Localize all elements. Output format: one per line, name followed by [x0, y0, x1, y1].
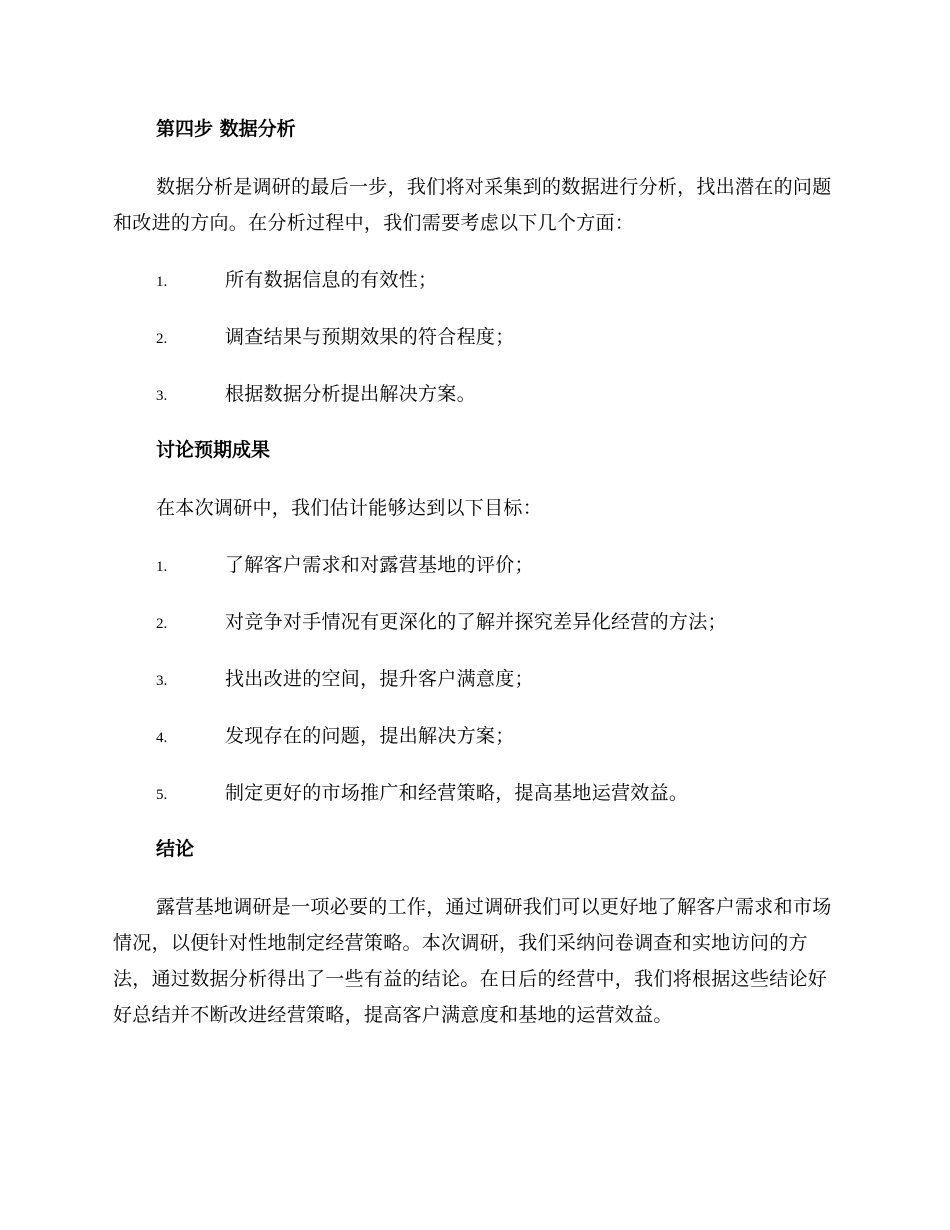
- list-item: [113, 775, 833, 811]
- list-item: [113, 604, 833, 640]
- list-item-text: 对竞争对手情况有更深化的了解并探究差异化经营的方法；: [225, 611, 727, 633]
- list-item-number: 3.: [156, 388, 168, 404]
- list-item: [113, 661, 833, 697]
- list-item-text: 找出改进的空间，提升客户满意度；: [225, 668, 534, 690]
- list-item-number: 1.: [156, 274, 168, 290]
- section-paragraph-expected-results: 在本次调研中，我们估计能够达到以下目标：: [156, 497, 543, 519]
- section-paragraph-data-analysis: 数据分析是调研的最后一步，我们将对采集到的数据进行分析，找出潜在的问题和改进的方向。在分析过程中，我们需要考虑以下几个方面：: [113, 176, 832, 234]
- list-item: [113, 376, 833, 412]
- list-item-text: 根据数据分析提出解决方案。: [225, 383, 476, 405]
- list-item-text: 制定更好的市场推广和经营策略，提高基地运营效益。: [225, 782, 689, 804]
- section-heading-data-analysis: 第四步 数据分析: [156, 118, 296, 140]
- expected-goals-list: [113, 547, 833, 811]
- list-item: [113, 262, 833, 298]
- section-heading-expected-results: 讨论预期成果: [156, 439, 271, 461]
- list-item-text: 了解客户需求和对露营基地的评价；: [225, 554, 534, 576]
- list-item-number: 5.: [156, 787, 168, 803]
- analysis-aspects-list: [113, 262, 833, 412]
- section-heading-conclusion: 结论: [156, 838, 195, 860]
- list-item-number: 2.: [156, 331, 168, 347]
- list-item-text: 发现存在的问题，提出解决方案；: [225, 725, 515, 747]
- list-item-number: 4.: [156, 730, 168, 746]
- section-paragraph-conclusion: 露营基地调研是一项必要的工作，通过调研我们可以更好地了解客户需求和市场情况，以便针对性地制定经营策略。本次调研，我们采纳问卷调查和实地访问的方法，通过数据分析得出了一些有益的结论。在日后的经营中，我们将根据这些结论好好总结并不断改进经营策略，提高客户满意度和基地的运营效益。: [113, 896, 832, 1026]
- list-item-number: 3.: [156, 673, 168, 689]
- list-item-text: 调查结果与预期效果的符合程度；: [225, 326, 515, 348]
- list-item: [113, 319, 833, 355]
- list-item-number: 1.: [156, 559, 168, 575]
- list-item: [113, 547, 833, 583]
- list-item-number: 2.: [156, 616, 168, 632]
- list-item: [113, 718, 833, 754]
- document-body: [113, 112, 833, 1054]
- list-item-text: 所有数据信息的有效性；: [225, 269, 438, 291]
